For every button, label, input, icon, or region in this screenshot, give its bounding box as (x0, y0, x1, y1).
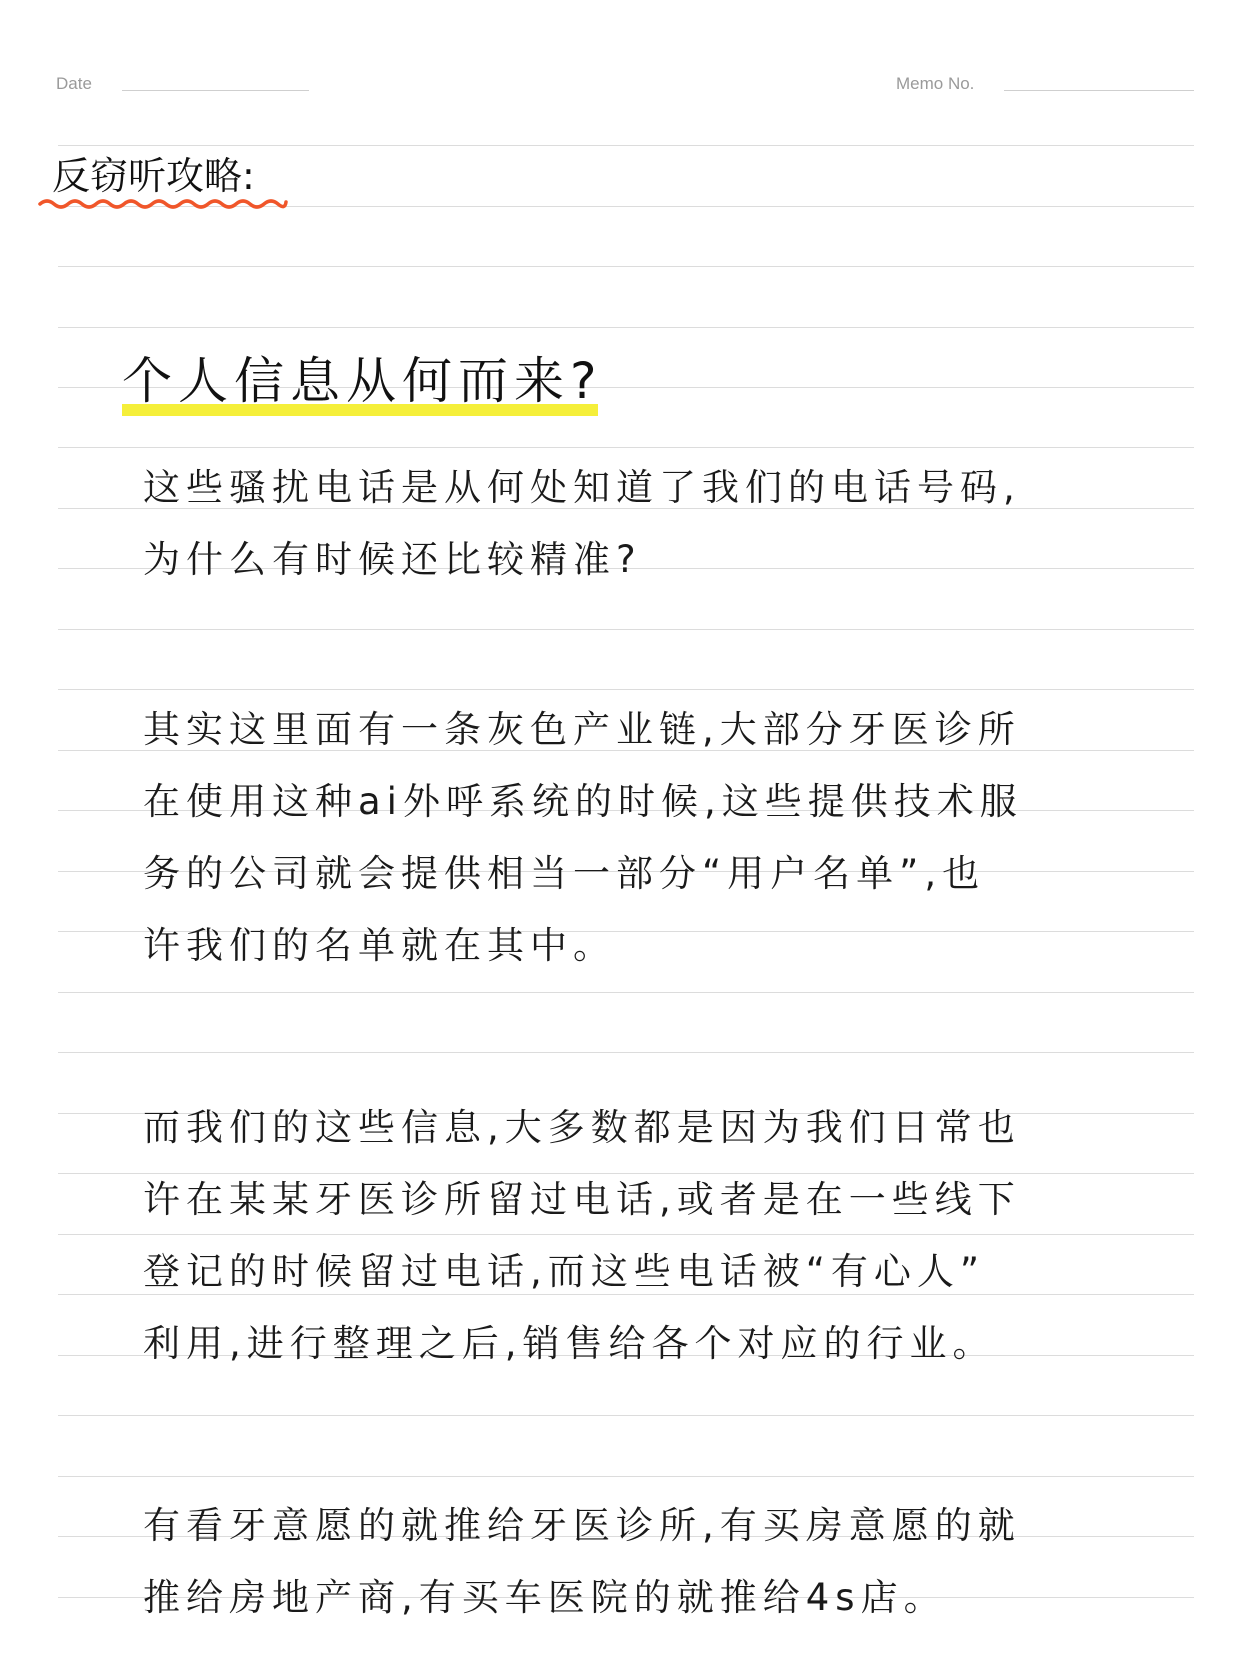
ruled-line (58, 327, 1194, 328)
ruled-line (58, 629, 1194, 630)
paragraph-4 (143, 1490, 1103, 1634)
ruled-line (58, 992, 1194, 993)
date-line (122, 90, 309, 91)
date-label: Date (56, 74, 92, 93)
section-heading (122, 350, 603, 412)
paragraph-line: 务的公司就会提供相当一部分“用户名单”,也 (143, 852, 986, 895)
ruled-line (58, 447, 1194, 448)
ruled-line (58, 145, 1194, 146)
paragraph-line: 这些骚扰电话是从何处知道了我们的电话号码, (143, 466, 1021, 509)
paragraph-1 (143, 452, 1103, 596)
memo-no-line (1004, 90, 1194, 91)
paragraph-line: 许在某某牙医诊所留过电话,或者是在一些线下 (143, 1178, 1021, 1221)
paragraph-3 (143, 1092, 1103, 1380)
ruled-line (58, 1476, 1194, 1477)
ruled-line (58, 689, 1194, 690)
section-heading-text: 个人信息从何而来? (122, 352, 603, 410)
paragraph-line: 利用,进行整理之后,销售给各个对应的行业。 (143, 1322, 996, 1365)
paragraph-line: 为什么有时候还比较精准? (143, 538, 642, 581)
paragraph-line: 登记的时候留过电话,而这些电话被“有心人” (143, 1250, 986, 1293)
paragraph-line: 许我们的名单就在其中。 (143, 924, 616, 967)
paragraph-line: 在使用这种ai外呼系统的时候,这些提供技术服 (143, 780, 1023, 823)
ruled-line (58, 1415, 1194, 1416)
wavy-underline (38, 196, 288, 212)
ruled-line (58, 1052, 1194, 1053)
ruled-line (58, 266, 1194, 267)
paragraph-line: 而我们的这些信息,大多数都是因为我们日常也 (143, 1106, 1021, 1149)
paragraph-line: 推给房地产商,有买车医院的就推给4s店。 (143, 1576, 947, 1619)
paragraph-line: 有看牙意愿的就推给牙医诊所,有买房意愿的就 (143, 1504, 1021, 1547)
memo-no-label: Memo No. (896, 74, 975, 93)
paragraph-2 (143, 694, 1103, 982)
paragraph-line: 其实这里面有一条灰色产业链,大部分牙医诊所 (143, 708, 1021, 751)
page-title: 反窃听攻略: (52, 154, 255, 198)
